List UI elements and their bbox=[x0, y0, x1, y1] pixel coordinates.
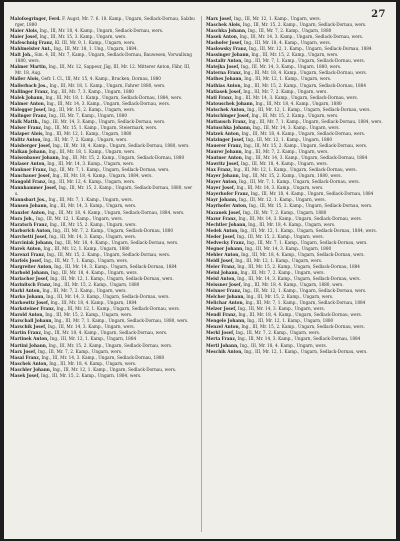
entry-text: Ing., III, Mr. 14, 3. Kamp., Ungarn, Sedlack-Dornau, 1880 bbox=[41, 354, 165, 360]
left-column bbox=[10, 16, 195, 532]
entry-name: Margreiter Anton, bbox=[10, 263, 53, 269]
entry-name: Matouschek Johann, bbox=[206, 100, 255, 106]
entry-name: Matzek Anton, bbox=[206, 130, 241, 136]
entry-text: Ing., III, Mr. 7, 2. Kamp., Ungarn, wers. bbox=[243, 88, 328, 94]
entry-text: Ing., III, Mr. 12, 1. Kamp., Ungarn, Sedlack-Dornau, wers. bbox=[52, 366, 177, 372]
entry-text: Ing., III, Mr. 12, 1. Kamp., Ungarn, 1884 bbox=[50, 336, 137, 342]
register-entry bbox=[10, 16, 195, 28]
entry-text: Ing., III, Mr. 7, 2. Kamp., Ungarn, 1880 bbox=[247, 28, 332, 34]
register-entry bbox=[206, 349, 391, 355]
entry-name: Malek Johann, bbox=[10, 94, 45, 100]
entry-text: Gefr. I. Cl., III, Mr. 15, 4. Kamp., Brucken, Dornau, 1880 bbox=[41, 76, 161, 82]
entry-name: Melcher Johann, bbox=[206, 294, 245, 300]
entry-text: Ing., III, Mr. 7, 1. Kamp., Ungarn, Sedlack-Dornau, 1880, wers. bbox=[54, 318, 189, 324]
entry-name: Mawritz Josef, bbox=[206, 161, 240, 167]
entry-name: Malitz Anton, bbox=[10, 136, 42, 142]
entry-text: Ing., III, Mr. 14, 3. Kamp., Ungarn, Sedlack-Dornau, wers. bbox=[46, 100, 171, 106]
entry-name: Massinger Johann, bbox=[206, 52, 251, 58]
right-column bbox=[206, 16, 391, 532]
entry-name: Mangold Franz, bbox=[10, 179, 47, 185]
entry-name: Mehler Anton, bbox=[206, 251, 240, 257]
entry-name: Megner Johann, bbox=[206, 245, 244, 251]
entry-text: Ing., III, Mr. 7, 2. Kamp., Ungarn, wers. bbox=[37, 348, 123, 354]
entry-text: Ing., III, Mr. 14, 3. Kamp., Ungarn, Sedlack-Dornau, 1884 bbox=[244, 155, 368, 161]
entry-name: Mara Joh., bbox=[10, 215, 35, 221]
entry-text: Ing., III, Mr. 15, 2. Kamp., Ungarn, wers. bbox=[251, 52, 339, 58]
entry-name: Mendl Franz, bbox=[206, 312, 238, 318]
entry-text: Ing., III, Mr. 18, 4. Kamp., Ungarn, wers. bbox=[248, 221, 336, 227]
entry-text: Ing., III, Mr. 12, 1. Kamp., Ungarn, wers. bbox=[235, 257, 323, 263]
entry-text: F. Augst, Mr. 7. 6. 18. Kamp., Ungarn, Sedlack-Dornau, Salzburger, 1880 bbox=[15, 16, 195, 28]
document-page bbox=[4, 2, 396, 539]
entry-name: Malt Joh., bbox=[10, 52, 34, 58]
entry-text: Ing., III, Mr. 14, 3. Kamp., Ungarn, Sedlack-Dornau, 1884 bbox=[237, 336, 361, 342]
entry-text: Ing., III, Mr. 15, 2. Kamp., Ungarn, 1880, wers. bbox=[241, 173, 342, 179]
entry-text: Ing., III, Mr. 15, 2. Kamp., Ungarn, wers. bbox=[251, 112, 339, 118]
entry-text: Ing., III, Mr. 12, 1. Kamp., Ungarn, Sedlack-Dornau, 1884, wers. bbox=[240, 227, 377, 233]
entry-text: Kl. III, Mr. 9, 1. Kamp., Ungarn, wers. bbox=[54, 40, 136, 46]
entry-text: Ing., III, Mr. 12, 1. Kamp., Ungarn, Sedlack-Dornau, wers. bbox=[233, 167, 357, 173]
entry-name: Mertl Johann, bbox=[206, 342, 239, 348]
entry-text: Ing., III, Mr. 18, 4. Kamp., Ungarn, wers. bbox=[243, 40, 332, 46]
entry-text: Ing., III, Mr. 7, 1. Kamp., Ungarn, Sedlack-Dornau, 1884 bbox=[245, 300, 366, 306]
entry-name: Mazanek Josef, bbox=[206, 209, 242, 215]
entry-text: Ing., III, Mr. 14, 3. Kamp., Ungarn, wers. bbox=[47, 161, 135, 167]
entry-name: Marksteiner Franz, bbox=[10, 306, 56, 312]
entry-name: Masek Josef, bbox=[10, 372, 40, 378]
entry-name: Markl Anton, bbox=[10, 288, 42, 294]
entry-name: Manchauer Josef, bbox=[10, 173, 52, 179]
entry-text: Ing., III, Mr. 15, 2. Kamp., Ungarn, Sedlack-Dornau, wers. bbox=[243, 142, 368, 148]
entry-text: Ing., III, Mr. 15, 2. Kamp., Ungarn, Sedlack-Dornau, 1880 bbox=[61, 155, 185, 161]
entry-name: Mattausch Franz, bbox=[206, 118, 248, 124]
entry-text: Ing., III, Mr. 14, 3. Kamp., Ungarn, wers. bbox=[47, 324, 135, 330]
entry-text: Ing., III, Mr. 15, 3. Kamp., Ungarn, wers. bbox=[39, 34, 127, 40]
entry-name: Masek Anton, bbox=[206, 34, 239, 40]
entry-text: Ing., III, Mr. 18, 4. Kamp., Ungarn, wers. bbox=[239, 342, 327, 348]
entry-text: Ing., III, Mr. 15, 2. Kamp., Ungarn, 1884, wers. bbox=[41, 372, 142, 378]
entry-text: Ing., III, Mr. 12, 1. Kamp., Ungarn, wers. bbox=[233, 16, 321, 21]
entry-text: Ing., III, Mr. 15, 2. Kamp., Ungarn, wers. bbox=[236, 233, 324, 239]
entry-name: Malmer Anton, bbox=[10, 100, 46, 106]
entry-text: Ing., III, Mr. 18, 4. Kamp., Ungarn, Sedlack-Dornau, wers. bbox=[39, 28, 164, 34]
entry-name: Matiasek Josef, bbox=[206, 88, 242, 94]
entry-name: Marfels Josef, bbox=[10, 257, 43, 263]
entry-text: Ing., III, Mr. 18, 4. Kamp., Ungarn, Sedlack-Dornau, wers. bbox=[54, 239, 179, 245]
entry-text: Ing., III, Mr. 7, 2. Kamp., Ungarn, wers. bbox=[235, 330, 321, 336]
entry-text: Ing., III, Mr. 15, 2. Kamp., Ungarn, Sedlack-Dornau, wers. bbox=[248, 203, 373, 209]
entry-name: Medvecky Franz, bbox=[206, 239, 246, 245]
entry-name: Malaper Alois, bbox=[10, 130, 44, 136]
entry-name: Materna Franz, bbox=[206, 70, 243, 76]
entry-name: Matl Franz, bbox=[206, 94, 234, 100]
entry-name: Marschik Josef, bbox=[10, 324, 47, 330]
entry-name: Mallerbach Jos., bbox=[10, 82, 49, 88]
entry-text: Sim. 4, III, Mr. 7, Kamp., Ungarn, Sedlack-Dornau, Bauwesen, Vorwallung 1880, wers. bbox=[15, 52, 192, 64]
entry-name: Mengele Johann, bbox=[206, 318, 246, 324]
entry-name: Mayer Johann, bbox=[206, 173, 241, 179]
entry-text: Ing., III, Mr. 18, 4. Kamp., Ungarn, 1884, wers. bbox=[52, 173, 153, 179]
entry-text: Ing., III, Mr. 14, 3. Kamp., Ungarn, Sedlack-Dornau, wers. bbox=[234, 94, 358, 100]
entry-text: Ing., III, Mr. 14, 3. Kamp., Ungarn, 1880, wers. bbox=[240, 64, 342, 70]
entry-name: Marciniak Johann, bbox=[10, 239, 54, 245]
entry-text: Ing., III, Mr. 7, 2. Kamp., Ungarn, wers. bbox=[240, 269, 325, 275]
entry-name: Masal Franz, bbox=[10, 354, 41, 360]
entry-text: Ing., III, Mr. 18, 1. Kamp., Ungarn, Fahrer 1880, wers. bbox=[49, 82, 166, 88]
entry-text: Ing., III, Mr. 7, 1. Kamp., Ungarn, Sedlack-Dornau, wers. bbox=[238, 179, 360, 185]
register-entry bbox=[10, 64, 195, 76]
entry-text: Ing., III, Mr. 18, 4. Kamp., Ungarn, Sedlack-Dornau, wers. bbox=[238, 312, 362, 318]
entry-text: Ing., III, Mr. 7, 1. Kamp., Ungarn, Sedlack-Dornau, wers. bbox=[244, 58, 365, 64]
entry-text: Ing., III, Mr. 12, Sappeur, Jäg, III, Mr. 12. Mitterer Anton, Fähr, III, Mr. 18, Aug. bbox=[15, 64, 191, 76]
entry-name: Meidl Josef, bbox=[206, 257, 234, 263]
entry-text: Ing., III, Mr. 18, 4. Kamp., Ungarn, Sedlack-Dornau, wers. bbox=[243, 70, 367, 76]
entry-name: Maschek Anton, bbox=[10, 360, 48, 366]
entry-text: Ing., III, Mr. 18, 4. Kamp., Ungarn, Sedlack-Dornau, 1880, wers. bbox=[52, 142, 190, 148]
entry-text: Ing., III, Mr. 14, 3. Kamp., Ungarn, wers. bbox=[49, 203, 137, 209]
entry-name: Matejka Josef, bbox=[206, 64, 240, 70]
entry-text: Ing., III, Mr. 18, 4. Kamp., Ungarn, wers. bbox=[50, 269, 138, 275]
entry-text: Ing., III, Mr. 12, 1. Kamp., Ungarn, wers. bbox=[244, 76, 332, 82]
entry-name: Medek Anton, bbox=[206, 227, 239, 233]
entry-name: Meixner Franz, bbox=[206, 288, 242, 294]
entry-name: Mafeschnig Franz, bbox=[10, 40, 54, 46]
entry-text: Ing., III, Mr. 18, 4. Kamp., Ungarn, wers. bbox=[240, 161, 328, 167]
entry-name: Maschek Alois, bbox=[206, 22, 242, 28]
entry-name: Merta Franz, bbox=[206, 336, 237, 342]
entry-name: Mayerhofer Franz, bbox=[206, 191, 250, 197]
entry-name: Mayer Josef, bbox=[206, 185, 236, 191]
entry-text: Ing., III, Mr. 7, 1. Kamp., Ungarn, Sedlack-Dornau, wers. bbox=[246, 239, 368, 245]
register-entry bbox=[10, 373, 195, 379]
entry-name: Maschler Johann, bbox=[10, 366, 52, 372]
entry-text: Ing., III, Mr. 14, 3. Kamp., Ungarn, Sedlack-Dornau, 1884 bbox=[54, 263, 177, 269]
entry-text: Ing., III, Mr. 7, 1. Kamp., Ungarn, Sedlack-Dornau, wers. bbox=[48, 167, 170, 173]
entry-text: Ing., III, Mr. 15, 2. Kamp., Ungarn, wers. bbox=[246, 294, 334, 300]
entry-text: Ing., III, Mr. 12, 1. Kamp., Ungarn, Sedlack-Dornau, wers. bbox=[56, 306, 180, 312]
entry-name: Marborich Anton, bbox=[10, 227, 52, 233]
entry-text: Ing., III, Mr. 15, 2. Kamp., Ungarn, wers. bbox=[45, 312, 133, 318]
entry-name: Menzel Anton, bbox=[206, 324, 240, 330]
entry-text: Ing., III, Mr. 15, 2. Kamp., Ungarn, Sedlack-Dornau, 1880, wers. bbox=[15, 185, 193, 197]
entry-name: Marold Anton, bbox=[10, 312, 44, 318]
entry-name: Marko Johann, bbox=[10, 294, 45, 300]
entry-text: Ing., III, Mr. 14, 3. Kamp., Ungarn, Sedlack-Dornau, wers. bbox=[41, 118, 166, 124]
entry-name: Maschka Johann, bbox=[206, 28, 247, 34]
entry-name: Malaser Anton, bbox=[10, 161, 46, 167]
entry-name: Mahlmeister Ant., bbox=[10, 46, 53, 52]
entry-name: Matuschka Johann, bbox=[206, 124, 252, 130]
entry-name: Malkan Johann, bbox=[10, 149, 48, 155]
entry-text: Ing., III, Mr. 14, 3. Kamp., Ungarn, wers. bbox=[237, 306, 325, 312]
entry-name: Melzer Josef, bbox=[206, 306, 237, 312]
entry-name: Maier Alois, bbox=[10, 28, 39, 34]
entry-name: Maurer Johann, bbox=[206, 149, 244, 155]
entry-name: Mashofer Josef, bbox=[206, 40, 243, 46]
entry-text: Ing., III, Mr. 18, 1. Ung., Ungarn, 1884. bbox=[53, 46, 138, 52]
entry-name: Marx Josef, bbox=[206, 16, 233, 21]
column-divider bbox=[201, 16, 202, 532]
entry-text: Ing., III, Mr. 14, 3. Kamp., Ungarn, Sedlack-Dornau, wers. bbox=[239, 34, 364, 40]
entry-name: Maisenbauer Johann, bbox=[10, 155, 61, 161]
entry-text: Ing., III, Mr. 18, 1. Kamp., Ungarn, wers. bbox=[48, 149, 136, 155]
entry-text: Ing., III, Mr. 15, 2. Kamp., Ungarn, wers. bbox=[49, 221, 137, 227]
entry-name: Merkl Josef, bbox=[206, 330, 235, 336]
entry-name: Malk Matth., bbox=[10, 118, 41, 124]
entry-name: Martinek Anton, bbox=[10, 336, 49, 342]
entry-text: Ing., III, Mr. 15, 2. Kamp., Ungarn, Sedlack-Dornau, wers. bbox=[48, 342, 173, 348]
entry-text: Ing., III, Mr. 18, 4. Kamp., Ungarn, 1884 bbox=[50, 300, 137, 306]
entry-name: Meder Josef, bbox=[206, 233, 236, 239]
entry-name: Malmer Martin, bbox=[10, 64, 48, 70]
entry-name: Maier Josef, bbox=[10, 34, 39, 40]
entry-text: Ing., III, Mr. 15, 2. Kamp., Ungarn, Sedlack-Dornau, wers. bbox=[241, 324, 365, 330]
entry-text: Ing., III, Mr. 12, 4. Kamp., Ungarn, wers. bbox=[48, 179, 136, 185]
entry-text: Ing., III, Mr. 12, 1. Kamp., Ungarn, 1880 bbox=[245, 136, 333, 142]
entry-name: Mayr Johann, bbox=[206, 197, 238, 203]
entry-text: Ing., III, Mr. 14, 3. Kamp., Ungarn, Sedlack-Dornau, wers. bbox=[46, 294, 170, 300]
entry-text: Ing., III, Mr. 18, 4. Kamp., Ungarn, Sedlack-Dornau, wers. bbox=[241, 130, 366, 136]
entry-text: Ing., III, Mr. 18, 1. Kamp., Ungarn, Sedlack-Dornau, 1884, wers. bbox=[45, 94, 183, 100]
entry-name: Mallinger Franz, bbox=[10, 88, 50, 94]
entry-name: Mastalir Anton, bbox=[206, 58, 243, 64]
entry-name: Mankner Franz, bbox=[10, 167, 48, 173]
entry-name: Mautner Anton, bbox=[206, 155, 244, 161]
entry-text: Ing., III, Mr. 7, 1. Kamp., Ungarn, wers. bbox=[48, 197, 133, 203]
entry-text: Ing., III, Mr. 12, 1. Kamp., Ungarn, wers. bbox=[238, 197, 326, 203]
entry-name: Markowitz Josef, bbox=[10, 300, 50, 306]
entry-name: Mariacher Josef, bbox=[10, 276, 49, 282]
entry-text: Ing., III, Mr. 14, 3. Kamp., Ungarn, 1880 bbox=[245, 245, 332, 251]
entry-name: Manzler Anton, bbox=[10, 209, 47, 215]
entry-name: Meinl Johann, bbox=[206, 269, 240, 275]
entry-name: Mansen Johann, bbox=[10, 203, 48, 209]
entry-name: Maisberger Josef, bbox=[10, 142, 52, 148]
entry-text: Ing., III, Mr. 15, 2. Kamp., Ungarn, Sedlack-Dornau, wers. bbox=[46, 251, 171, 257]
entry-text: Ing., III, Mr. 7, 1. Kamp., Ungarn, wers. bbox=[43, 257, 129, 263]
entry-text: Ing., III, Mr. 12, 1. Kamp., Ungarn, Sedlack-Dornau, wers. bbox=[247, 106, 371, 112]
entry-name: Martini Johann, bbox=[10, 342, 48, 348]
entry-name: Marchetti Josef, bbox=[10, 233, 48, 239]
register-entry bbox=[10, 185, 195, 197]
entry-name: Maslowsky Franz, bbox=[206, 46, 248, 52]
entry-text: Ing., III, Mr. 12, 1. Kamp., Ungarn, Sedlack-Dornau, wers. bbox=[244, 348, 368, 354]
entry-text: Ing., III, Mr. 18, 4. Kamp., Ungarn, Sedlack-Dornau, 1884, wers. bbox=[47, 209, 185, 215]
entry-name: Mathias Anton, bbox=[206, 82, 242, 88]
entry-name: Mayer Anton, bbox=[206, 179, 238, 185]
entry-text: Ing., III, Mr. 18, 4. Kamp., Ungarn, Sedlack-Dornau, wers. bbox=[43, 330, 168, 336]
entry-name: Malser Franz, bbox=[10, 124, 43, 130]
entry-text: Ing., III, Mr. 7, 2. Kamp., Ungarn, wers. bbox=[244, 149, 329, 155]
entry-text: Ing., III, Mr. 18, 4. Kamp., Ungarn, 1880, wers. bbox=[243, 282, 344, 288]
entry-text: Ing., III, Mr. 12, 1. Kamp., Ungarn, wers. bbox=[35, 215, 123, 221]
entry-name: Mechtler Johann, bbox=[206, 221, 247, 227]
entry-name: Meisl Anton, bbox=[206, 276, 236, 282]
entry-text: Ing., III, Mr. 15, 2. Kamp., Ungarn, wers. bbox=[48, 106, 136, 112]
entry-name: Mazur Franz, bbox=[206, 215, 238, 221]
entry-name: Mannsbart Jos., bbox=[10, 197, 48, 203]
entry-name: Mauerer Franz, bbox=[206, 142, 243, 148]
entry-text: Ing., III, Mr. 14, 3. Kamp., Ungarn, wers. bbox=[252, 124, 340, 130]
entry-text: Ing., III, Mr. 12, 1. Kamp., Ungarn, Sedlack-Dornau, wers. bbox=[242, 288, 367, 294]
entry-text: Ing., III, Mr. 7, 2. Kamp., Ungarn, wers. bbox=[42, 288, 127, 294]
entry-text: Ing., III, Mr. 12, 1. Kamp., Ungarn, Sedlack-Dornau, 1884 bbox=[248, 46, 372, 52]
entry-text: Ing., III, Mr. 7, Kamp., Ungarn, 1880 bbox=[48, 112, 128, 118]
entry-text: Ing., III, Mr. 14, 3. Kamp., Ungarn, wers. bbox=[49, 233, 137, 239]
entry-name: Mathes Johann, bbox=[206, 76, 243, 82]
entry-text: Ing., III, Mr. 18, 4. Kamp., Ungarn, Sedlack-Dornau, 1884 bbox=[250, 191, 374, 197]
entry-name: Marschall Johann, bbox=[10, 318, 53, 324]
entry-text: Ing., III, Mr. 12, 1. Kamp., Ungarn, Sedlack-Dornau, wers. bbox=[50, 276, 174, 282]
entry-text: Ing., III, Mr. 12, 1. Kamp., Ungarn, 1880 bbox=[247, 318, 334, 324]
entry-name: Malegger Josef, bbox=[10, 106, 47, 112]
entry-text: Ing., III, Mr. 7, 2. Kamp., Ungarn, 1880 bbox=[242, 209, 327, 215]
entry-name: Max Franz, bbox=[206, 167, 233, 173]
entry-text: Ing., III, Mr. 15, 2. Kamp., Ungarn, Sedlack-Dornau, wers. bbox=[242, 22, 367, 28]
entry-name: Matschek Anton, bbox=[206, 106, 246, 112]
entry-text: Ing., III, Mr. 18, 4. Kamp., Ungarn, 1880 bbox=[255, 100, 342, 106]
entry-text: Ing., III, Mr. 18, 4. Kamp., Ungarn, wers. bbox=[49, 360, 137, 366]
entry-text: Ing., III, Mr. 14, 3. Kamp., Ungarn, wers. bbox=[236, 185, 324, 191]
entry-text: Ing., III, Mr. 12, 1. Kamp., Ungarn, 1880 bbox=[43, 245, 130, 251]
register-entry bbox=[10, 52, 195, 64]
entry-text: Ing., III, Mr. 7, 2. Kamp., Ungarn, Sedlack-Dornau, 1880 bbox=[53, 227, 174, 233]
entry-name: Maratsch Franz, bbox=[10, 221, 49, 227]
entry-name: Meschik Anton, bbox=[206, 348, 243, 354]
entry-name: Martin Franz, bbox=[10, 330, 43, 336]
entry-name: Marek Anton, bbox=[10, 245, 43, 251]
entry-text: Ing., III, Mr. 14, 3. Kamp., Ungarn, Sedlack-Dornau, wers. bbox=[237, 276, 361, 282]
entry-text: Ing., III, Mr. 15, 2. Kamp., Ungarn, Sedlack-Dornau, 1884 bbox=[243, 82, 366, 88]
page-number: 27 bbox=[371, 9, 386, 20]
entry-name: Mayrhofer Anton, bbox=[206, 203, 248, 209]
entry-text: Ing., III, Mr. 15, 2. Kamp., Ungarn, 1880 bbox=[53, 282, 140, 288]
entry-text: Ing., III, Mr. 15, 2. Kamp., Ungarn, Sedlack-Dornau, 1884 bbox=[237, 263, 360, 269]
entry-text: Ing., III, Mr. 15, 1. Kamp., Ungarn, Steiermark, wers. bbox=[43, 124, 158, 130]
entry-name: Meissner Josef, bbox=[206, 282, 242, 288]
entry-text: Ing., III, Mr. 7, 2. Kamp., Ungarn, wers. bbox=[43, 136, 128, 142]
entry-name: Marx Josef, bbox=[10, 348, 37, 354]
entry-name: Meier Franz, bbox=[206, 263, 236, 269]
entry-text: Ing., III, Mr. 7, 3. Kamp., Ungarn, 1880 bbox=[50, 88, 134, 94]
entry-text: Ing., III, Mr. 14, 3. Kamp., Ungarn, Sedlack-Dornau, wers. bbox=[238, 215, 363, 221]
entry-name: Marinitsch Franz, bbox=[10, 282, 52, 288]
entry-name: Malofsegringer, Ferd. bbox=[10, 16, 61, 21]
entry-text: Ing., III, Mr. 12, 1. Kamp., Ungarn, 1880 bbox=[45, 130, 132, 136]
entry-name: Marhold Johann, bbox=[10, 269, 50, 275]
entry-name: Mannhammer Josef, bbox=[10, 185, 58, 191]
entry-text: Ing., III, Mr. 18, 4. Kamp., Ungarn, Sedlack-Dornau, wers. bbox=[241, 251, 365, 257]
entry-text: Ing., III, Mr. 7, 1. Kamp., Ungarn, Sedlack-Dornau, 1884, wers. bbox=[248, 118, 383, 124]
entry-name: Maller Alois, bbox=[10, 76, 40, 82]
entry-name: Matzinger Josef, bbox=[206, 136, 245, 142]
entry-name: Matschinger Josef, bbox=[206, 112, 251, 118]
entry-name: Melichar Anton, bbox=[206, 300, 244, 306]
entry-name: Marenzi Franz, bbox=[10, 251, 46, 257]
entry-name: Malinger Franz, bbox=[10, 112, 48, 118]
